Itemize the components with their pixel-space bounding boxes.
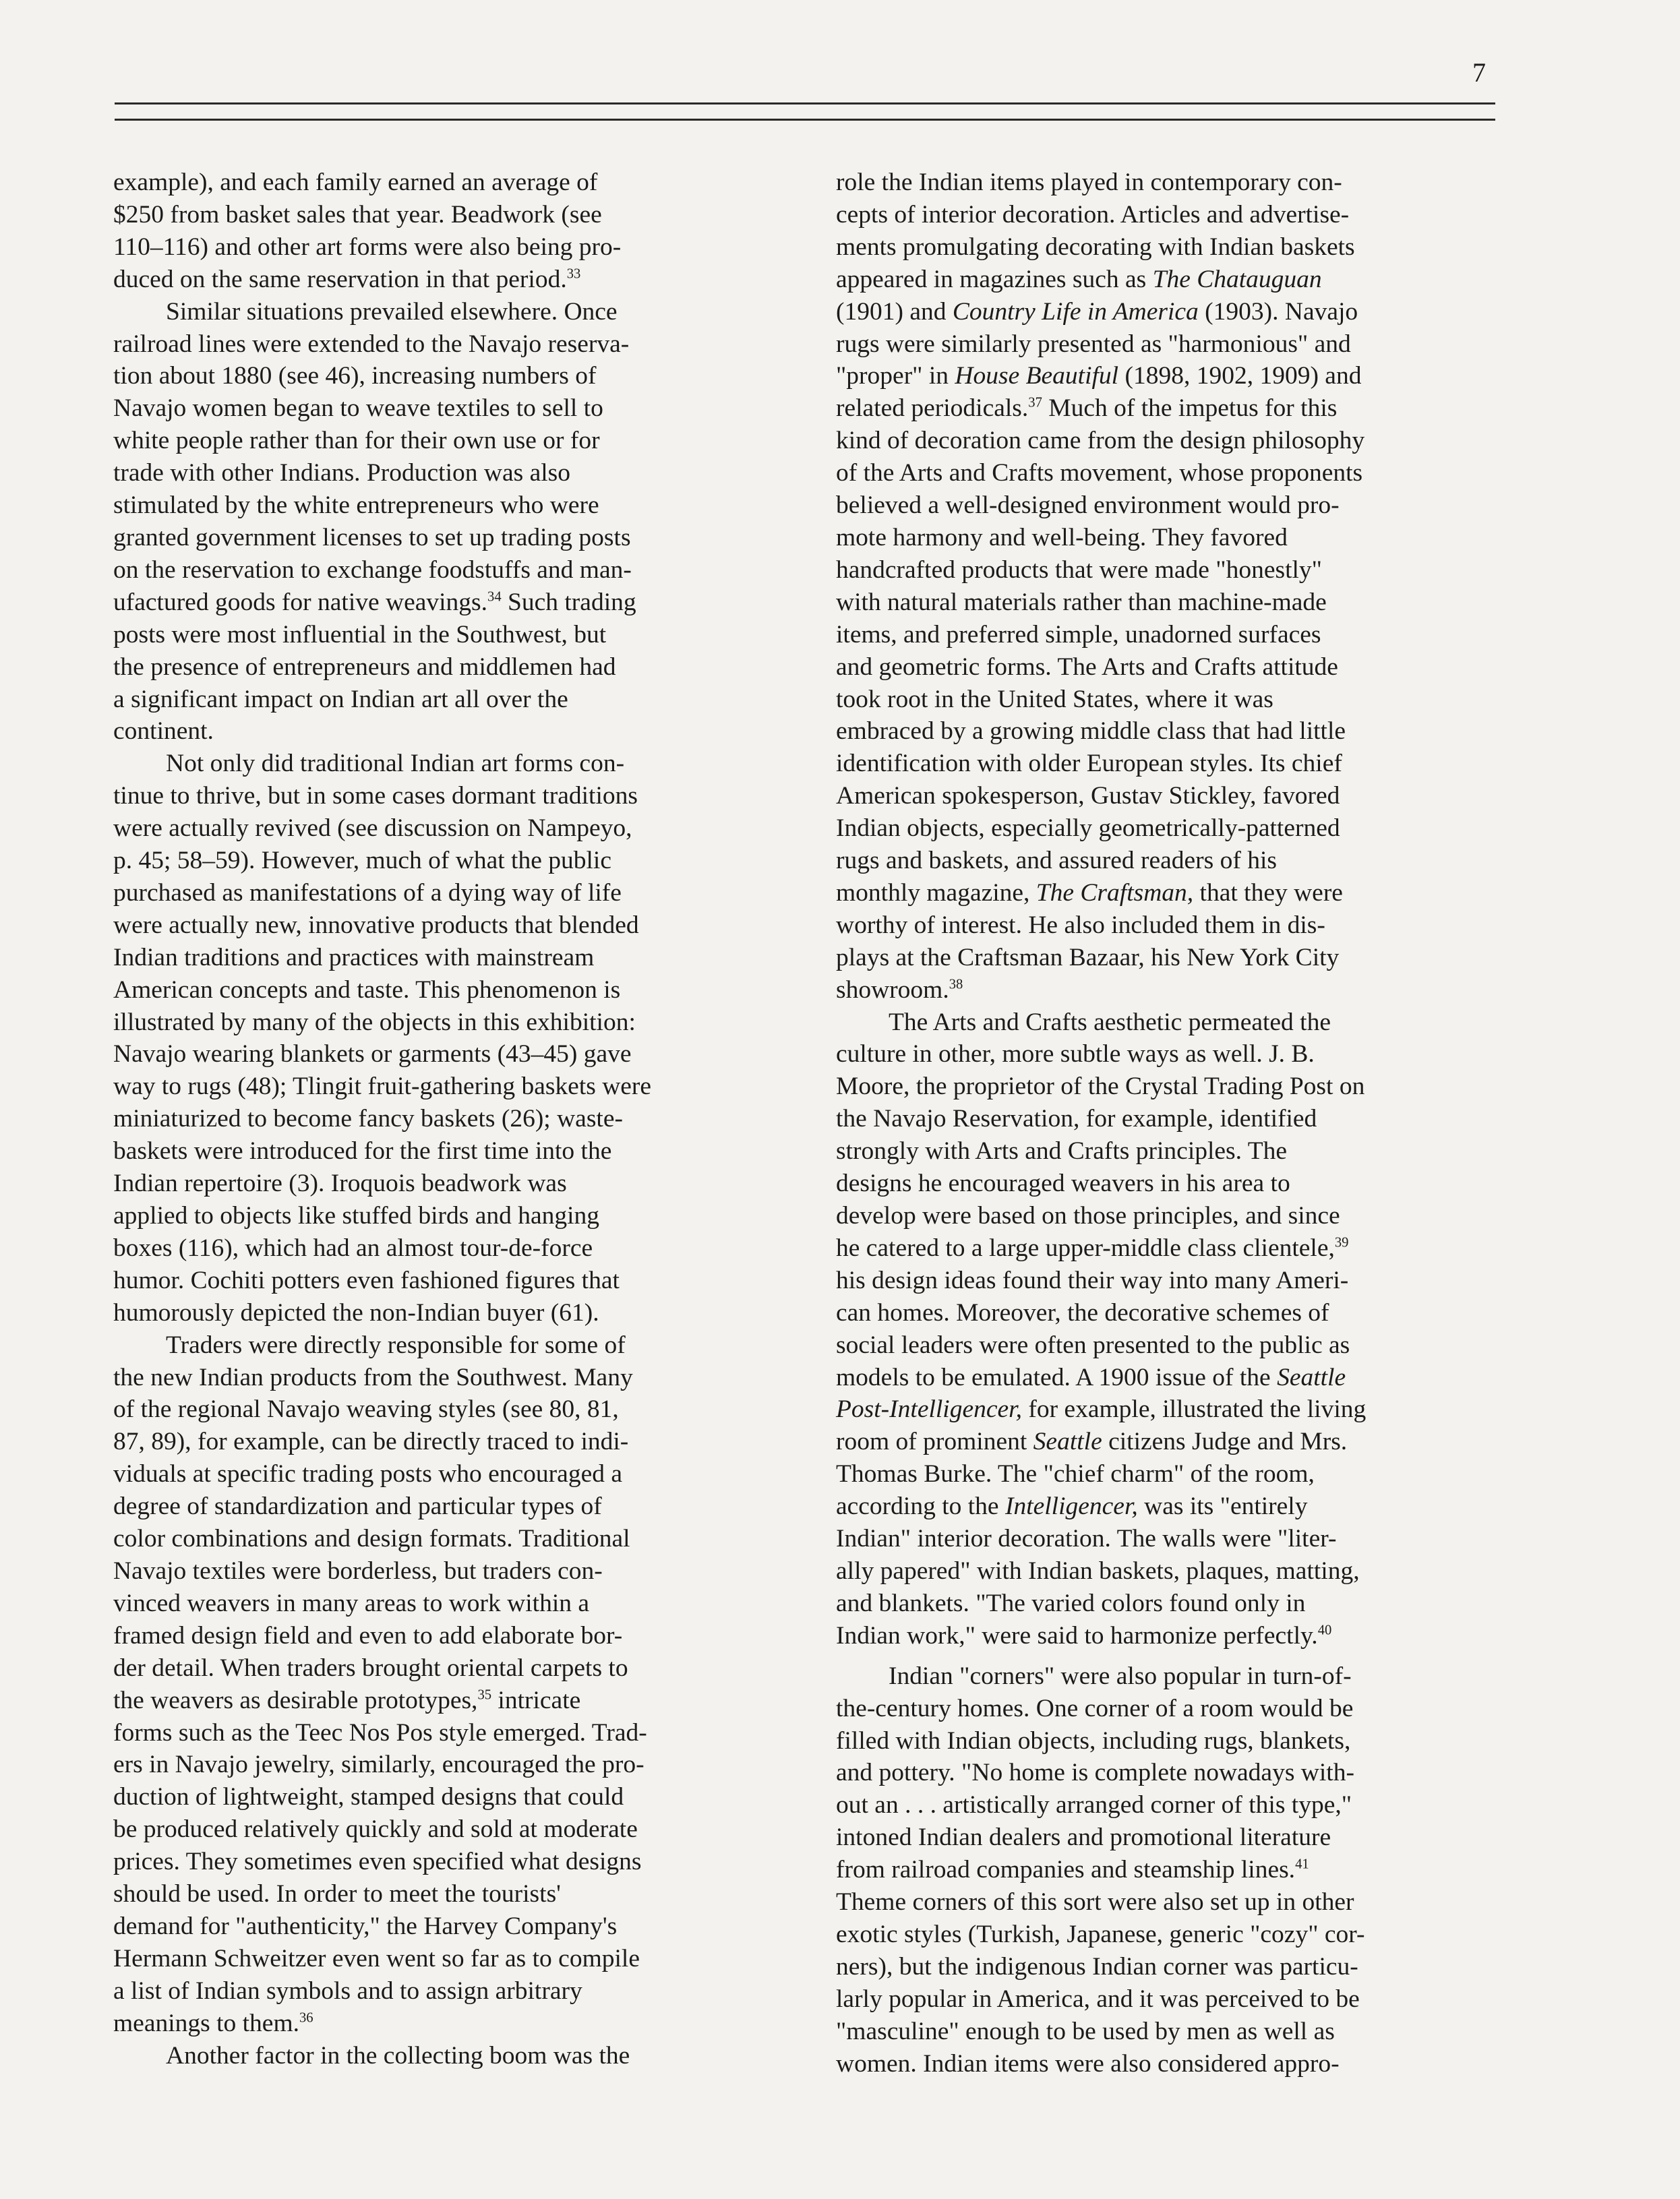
text-line: women. Indian items were also considered appro- — [836, 2049, 1340, 2078]
text-line: and geometric forms. The Arts and Crafts attitude — [836, 653, 1338, 681]
text-line: culture in other, more subtle ways as well. J. B. — [836, 1040, 1315, 1068]
text-line: with natural materials rather than machine-made — [836, 588, 1327, 616]
text-line: illustrated by many of the objects in this exhibition: — [113, 1008, 636, 1036]
text-line: social leaders were often presented to the public as — [836, 1331, 1350, 1359]
text-line: the Navajo Reservation, for example, identified — [836, 1105, 1317, 1133]
text-line: (1901) and Country Life in America (1903). Navajo — [836, 297, 1358, 326]
text-line: intoned Indian dealers and promotional literature — [836, 1824, 1331, 1852]
text-line: duction of lightweight, stamped designs that could — [113, 1783, 624, 1811]
text-line: example), and each family earned an average of — [113, 169, 598, 196]
text-line: rugs were similarly presented as "harmonious" and — [836, 330, 1351, 358]
paragraph-p6 — [836, 167, 1470, 1006]
text-line: white people rather than for their own use or for — [113, 427, 600, 455]
text-line: ufactured goods for native weavings.$^{34}$ Such trading — [113, 588, 636, 616]
text-line: prices. They sometimes even specified what designs — [113, 1848, 642, 1876]
text-line: Post-Intelligencer, for example, illustrated the living — [836, 1395, 1367, 1424]
text-line: 110–116) and other art forms were also being pro- — [113, 233, 622, 261]
header-rule-top — [115, 102, 1495, 104]
text-line: Hermann Schweitzer even went so far as to compile — [113, 1944, 640, 1972]
text-line: designs he encouraged weavers in his area to — [836, 1170, 1290, 1198]
text-line: continent. — [113, 717, 214, 746]
text-line: "masculine" enough to be used by men as well as — [836, 2017, 1335, 2045]
text-line: handcrafted products that were made "honestly" — [836, 555, 1322, 584]
text-line: baskets were introduced for the first time into the — [113, 1137, 612, 1166]
text-line: items, and preferred simple, unadorned surfaces — [836, 620, 1321, 649]
text-line: appeared in magazines such as The Chatauguan — [836, 265, 1322, 293]
right-column — [836, 167, 1470, 2080]
text-line: Navajo women began to weave textiles to sell to — [113, 394, 603, 423]
text-line: Indian work," were said to harmonize perfectly.$^{40}$ — [836, 1621, 1332, 1650]
page-number: 7 — [1472, 57, 1486, 88]
text-line: related periodicals.$^{37}$ Much of the impetus for this — [836, 394, 1338, 423]
text-line: Indian traditions and practices with mainstream — [113, 943, 595, 971]
text-line: viduals at specific trading posts who encouraged a — [113, 1460, 622, 1488]
text-line: Moore, the proprietor of the Crystal Trading Post on — [836, 1073, 1365, 1101]
text-line: 87, 89), for example, can be directly traced to indi- — [113, 1428, 629, 1456]
text-line: The Arts and Crafts aesthetic permeated the — [889, 1008, 1331, 1036]
paragraph-p8 — [836, 1660, 1470, 2080]
text-line: the-century homes. One corner of a room would be — [836, 1694, 1354, 1722]
text-line: be produced relatively quickly and sold at moderate — [113, 1815, 638, 1844]
text-line: he catered to a large upper-middle class clientele,$^{39}$ — [836, 1234, 1349, 1262]
text-line: ners), but the indigenous Indian corner was particu- — [836, 1952, 1358, 1981]
left-column — [113, 167, 747, 2072]
paragraph-p7 — [836, 1006, 1470, 1652]
text-line: rugs and baskets, and assured readers of his — [836, 847, 1277, 875]
paragraph-p3 — [113, 748, 747, 1329]
text-line: posts were most influential in the Southwest, but — [113, 620, 607, 649]
text-line: railroad lines were extended to the Navajo reserva- — [113, 330, 630, 358]
text-line: of the regional Navajo weaving styles (see 80, 81, — [113, 1395, 619, 1424]
text-line: were actually revived (see discussion on Nampeyo, — [113, 814, 632, 843]
text-line: mote harmony and well-being. They favored — [836, 523, 1288, 551]
text-line: p. 45; 58–59). However, much of what the public — [113, 847, 611, 875]
text-line: Navajo textiles were borderless, but traders con- — [113, 1557, 603, 1585]
text-line: demand for "authenticity," the Harvey Company's — [113, 1912, 618, 1940]
text-line: can homes. Moreover, the decorative schemes of — [836, 1298, 1329, 1327]
header-rule-bottom — [115, 119, 1495, 121]
text-line: meanings to them.$^{36}$ — [113, 2009, 313, 2037]
text-line: filled with Indian objects, including rugs, blankets, — [836, 1726, 1351, 1755]
text-line: purchased as manifestations of a dying way of life — [113, 878, 622, 907]
text-line: stimulated by the white entrepreneurs who were — [113, 491, 599, 520]
text-line: degree of standardization and particular types of — [113, 1493, 602, 1521]
text-line: humor. Cochiti potters even fashioned figures that — [113, 1266, 620, 1294]
text-line: boxes (116), which had an almost tour-de-force — [113, 1234, 593, 1262]
text-line: strongly with Arts and Crafts principles. The — [836, 1137, 1288, 1166]
text-line: Indian "corners" were also popular in turn-of- — [889, 1662, 1352, 1690]
text-line: and pottery. "No home is complete nowadays with- — [836, 1759, 1354, 1787]
text-line: were actually new, innovative products that blended — [113, 911, 639, 939]
text-line: models to be emulated. A 1900 issue of the Seattle — [836, 1363, 1346, 1391]
text-line: humorously depicted the non-Indian buyer (61). — [113, 1298, 599, 1327]
text-line: Theme corners of this sort were also set up in other — [836, 1888, 1354, 1917]
text-line: took root in the United States, where it was — [836, 685, 1273, 713]
text-line: Indian objects, especially geometrically-patterned — [836, 814, 1340, 843]
text-line: kind of decoration came from the design philosophy — [836, 427, 1365, 455]
text-line: Thomas Burke. The "chief charm" of the room, — [836, 1460, 1315, 1488]
text-line: exotic styles (Turkish, Japanese, generic "cozy" cor- — [836, 1920, 1365, 1948]
text-line: tinue to thrive, but in some cases dormant traditions — [113, 782, 638, 810]
text-line: duced on the same reservation in that period.$^{33}$ — [113, 265, 581, 293]
text-line: of the Arts and Crafts movement, whose proponents — [836, 459, 1363, 487]
text-line: believed a well-designed environment would pro- — [836, 491, 1340, 520]
text-line: showroom.$^{38}$ — [836, 975, 963, 1004]
paragraph-p5 — [113, 2040, 747, 2072]
text-line: ments promulgating decorating with Indian baskets — [836, 233, 1355, 261]
text-line: should be used. In order to meet the tourists' — [113, 1880, 561, 1908]
text-line: Traders were directly responsible for some of — [166, 1331, 626, 1359]
text-line: applied to objects like stuffed birds and hanging — [113, 1202, 600, 1230]
text-line: larly popular in America, and it was perceived to be — [836, 1985, 1360, 2013]
text-line: American concepts and taste. This phenomenon is — [113, 975, 621, 1004]
paragraph-p2 — [113, 296, 747, 748]
text-line: from railroad companies and steamship lines.$^{41}$ — [836, 1856, 1309, 1884]
text-line: forms such as the Teec Nos Pos style emerged. Trad- — [113, 1718, 647, 1747]
text-line: a significant impact on Indian art all over the — [113, 685, 568, 713]
text-line: develop were based on those principles, and since — [836, 1202, 1340, 1230]
text-line: plays at the Craftsman Bazaar, his New York City — [836, 943, 1340, 971]
text-line: monthly magazine, The Craftsman, that they were — [836, 878, 1343, 907]
text-line: according to the Intelligencer, was its "entirely — [836, 1493, 1308, 1521]
text-line: der detail. When traders brought oriental carpets to — [113, 1654, 628, 1682]
text-line: American spokesperson, Gustav Stickley, favored — [836, 782, 1340, 810]
text-line: the presence of entrepreneurs and middlemen had — [113, 653, 616, 681]
paragraph-p1 — [113, 167, 747, 296]
text-line: $250 from basket sales that year. Beadwork (see — [113, 200, 602, 229]
text-line: Indian repertoire (3). Iroquois beadwork was — [113, 1170, 567, 1198]
text-line: vinced weavers in many areas to work within a — [113, 1589, 590, 1617]
text-line: Indian" interior decoration. The walls were "liter- — [836, 1525, 1337, 1553]
paragraph-p4 — [113, 1329, 747, 2040]
text-line: room of prominent Seattle citizens Judge and Mrs. — [836, 1428, 1348, 1456]
text-line: miniaturized to become fancy baskets (26); waste- — [113, 1105, 623, 1133]
text-line: "proper" in House Beautiful (1898, 1902, 1909) and — [836, 362, 1362, 390]
text-line: granted government licenses to set up trading posts — [113, 523, 631, 551]
text-line: ers in Navajo jewelry, similarly, encouraged the pro- — [113, 1751, 644, 1779]
text-line: the weavers as desirable prototypes,$^{35}$ intricate — [113, 1686, 581, 1714]
text-line: identification with older European styles. Its chief — [836, 750, 1342, 778]
text-line: the new Indian products from the Southwest. Many — [113, 1363, 633, 1391]
text-line: framed design field and even to add elaborate bor- — [113, 1621, 623, 1650]
text-line: way to rugs (48); Tlingit fruit-gathering baskets were — [113, 1073, 652, 1101]
text-line: cepts of interior decoration. Articles and advertise- — [836, 200, 1350, 229]
text-line: out an . . . artistically arranged corner of this type," — [836, 1791, 1352, 1819]
text-line: trade with other Indians. Production was also — [113, 459, 570, 487]
text-line: worthy of interest. He also included them in dis- — [836, 911, 1325, 939]
text-line: Navajo wearing blankets or garments (43–45) gave — [113, 1040, 632, 1068]
text-line: ally papered" with Indian baskets, plaques, matting, — [836, 1557, 1360, 1585]
text-line: role the Indian items played in contemporary con- — [836, 169, 1342, 196]
text-line: tion about 1880 (see 46), increasing numbers of — [113, 362, 597, 390]
text-line: Similar situations prevailed elsewhere. Once — [166, 297, 618, 326]
text-line: color combinations and design formats. Traditional — [113, 1525, 630, 1553]
text-line: embraced by a growing middle class that had little — [836, 717, 1346, 746]
text-line: Another factor in the collecting boom was the — [166, 2041, 630, 2070]
text-line: his design ideas found their way into many Ameri- — [836, 1266, 1349, 1294]
text-line: on the reservation to exchange foodstuffs and man- — [113, 555, 632, 584]
text-line: and blankets. "The varied colors found only in — [836, 1589, 1306, 1617]
text-line: Not only did traditional Indian art forms con- — [166, 750, 625, 778]
text-line: a list of Indian symbols and to assign arbitrary — [113, 1977, 582, 2005]
